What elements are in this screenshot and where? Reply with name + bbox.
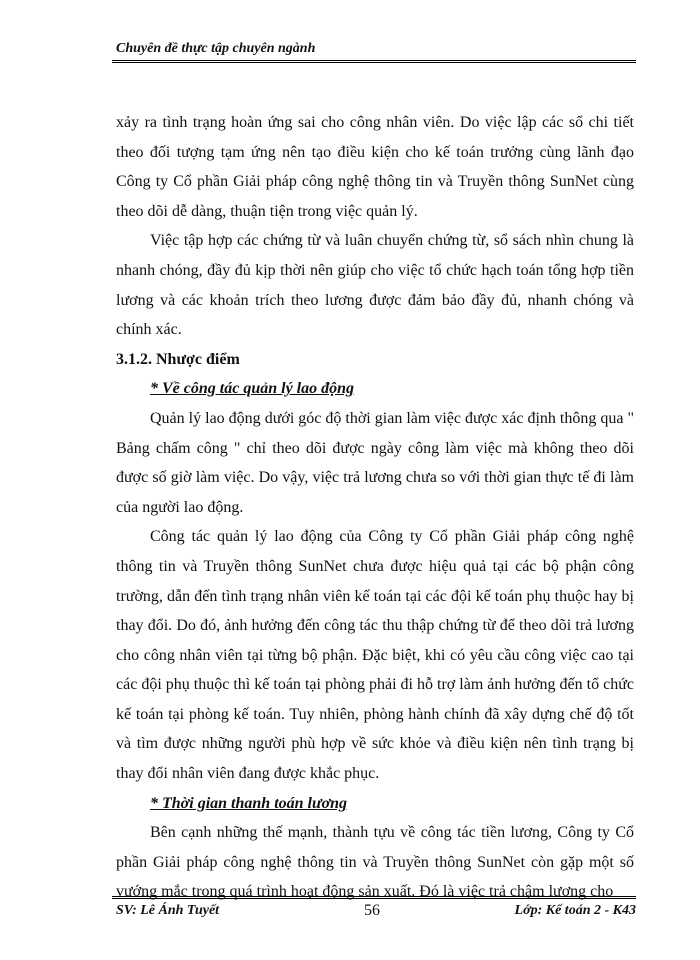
class-label: Lớp: Kế toán 2 - K43 — [514, 903, 636, 918]
document-body — [116, 108, 634, 907]
subheading: * Thời gian thanh toán lương — [150, 794, 348, 812]
paragraph: Quản lý lao động dưới góc độ thời gian làm việc được xác định thông qua " Bảng chấm công " chỉ theo dõi được ngày công làm việc mà không theo dõi được số giờ làm việc. Do vậy, việc trả lương chưa so với thời gian thực tế đi làm của người lao động. — [116, 409, 634, 516]
subheading: * Về công tác quản lý lao động — [150, 380, 355, 398]
paragraph: xảy ra tình trạng hoàn ứng sai cho công nhân viên. Do việc lập các sổ chi tiết theo đối tượng tạm ứng nên tạo điều kiện cho kế toán trưởng cùng lãnh đạo Công ty Cổ phần Giải pháp công nghệ thông tin và Truyền thông SunNet cùng theo dõi dễ dàng, thuận tiện trong việc quản lý. — [116, 114, 634, 220]
page-footer — [116, 902, 636, 922]
paragraph: Bên cạnh những thế mạnh, thành tựu về công tác tiền lương, Công ty Cổ phần Giải pháp công nghệ thông tin và Truyền thông SunNet còn gặp một số vướng mắc trong quá trình hoạt động sản xuất. Đó là việc trả chậm lương cho — [116, 824, 634, 901]
section-heading: 3.1.2. Nhược điểm — [116, 350, 240, 368]
header-divider — [112, 60, 636, 63]
page-number: 56 — [364, 902, 380, 919]
subheading-row — [116, 789, 634, 819]
paragraph: Việc tập hợp các chứng từ và luân chuyển chứng từ, sổ sách nhìn chung là nhanh chóng, đầy đủ kịp thời nên giúp cho việc tổ chức hạch toán tổng hợp tiền lương và các khoản trích theo lương được đảm bảo đầy đủ, nhanh chóng và chính xác. — [116, 232, 634, 339]
footer-divider — [112, 896, 636, 899]
paragraph: Công tác quản lý lao động của Công ty Cổ phần Giải pháp công nghệ thông tin và Truyền thông SunNet chưa được hiệu quả tại các bộ phận công trường, dẫn đến tình trạng nhân viên kế toán tại các đội kế toán phụ thuộc hay bị thay đổi. Do đó, ảnh hưởng đến công tác thu thập chứng từ để theo dõi trả lương cho công nhân viên tại từng bộ phận. Đặc biệt, khi có yêu cầu công việc cao tại các đội phụ thuộc thì kế toán tại phòng phải đi hỗ trợ làm ảnh hưởng đến tổ chức kế toán tại phòng kế toán. Tuy nhiên, phòng hành chính đã xây dựng chế độ tốt và tìm được những người phù hợp về sức khỏe và điều kiện nên tình trạng bị thay đổi nhân viên đang được khắc phục. — [116, 528, 634, 783]
page-header: Chuyên đề thực tập chuyên ngành — [116, 41, 316, 56]
subheading-row — [116, 374, 634, 404]
student-name: SV: Lê Ánh Tuyết — [116, 903, 220, 918]
